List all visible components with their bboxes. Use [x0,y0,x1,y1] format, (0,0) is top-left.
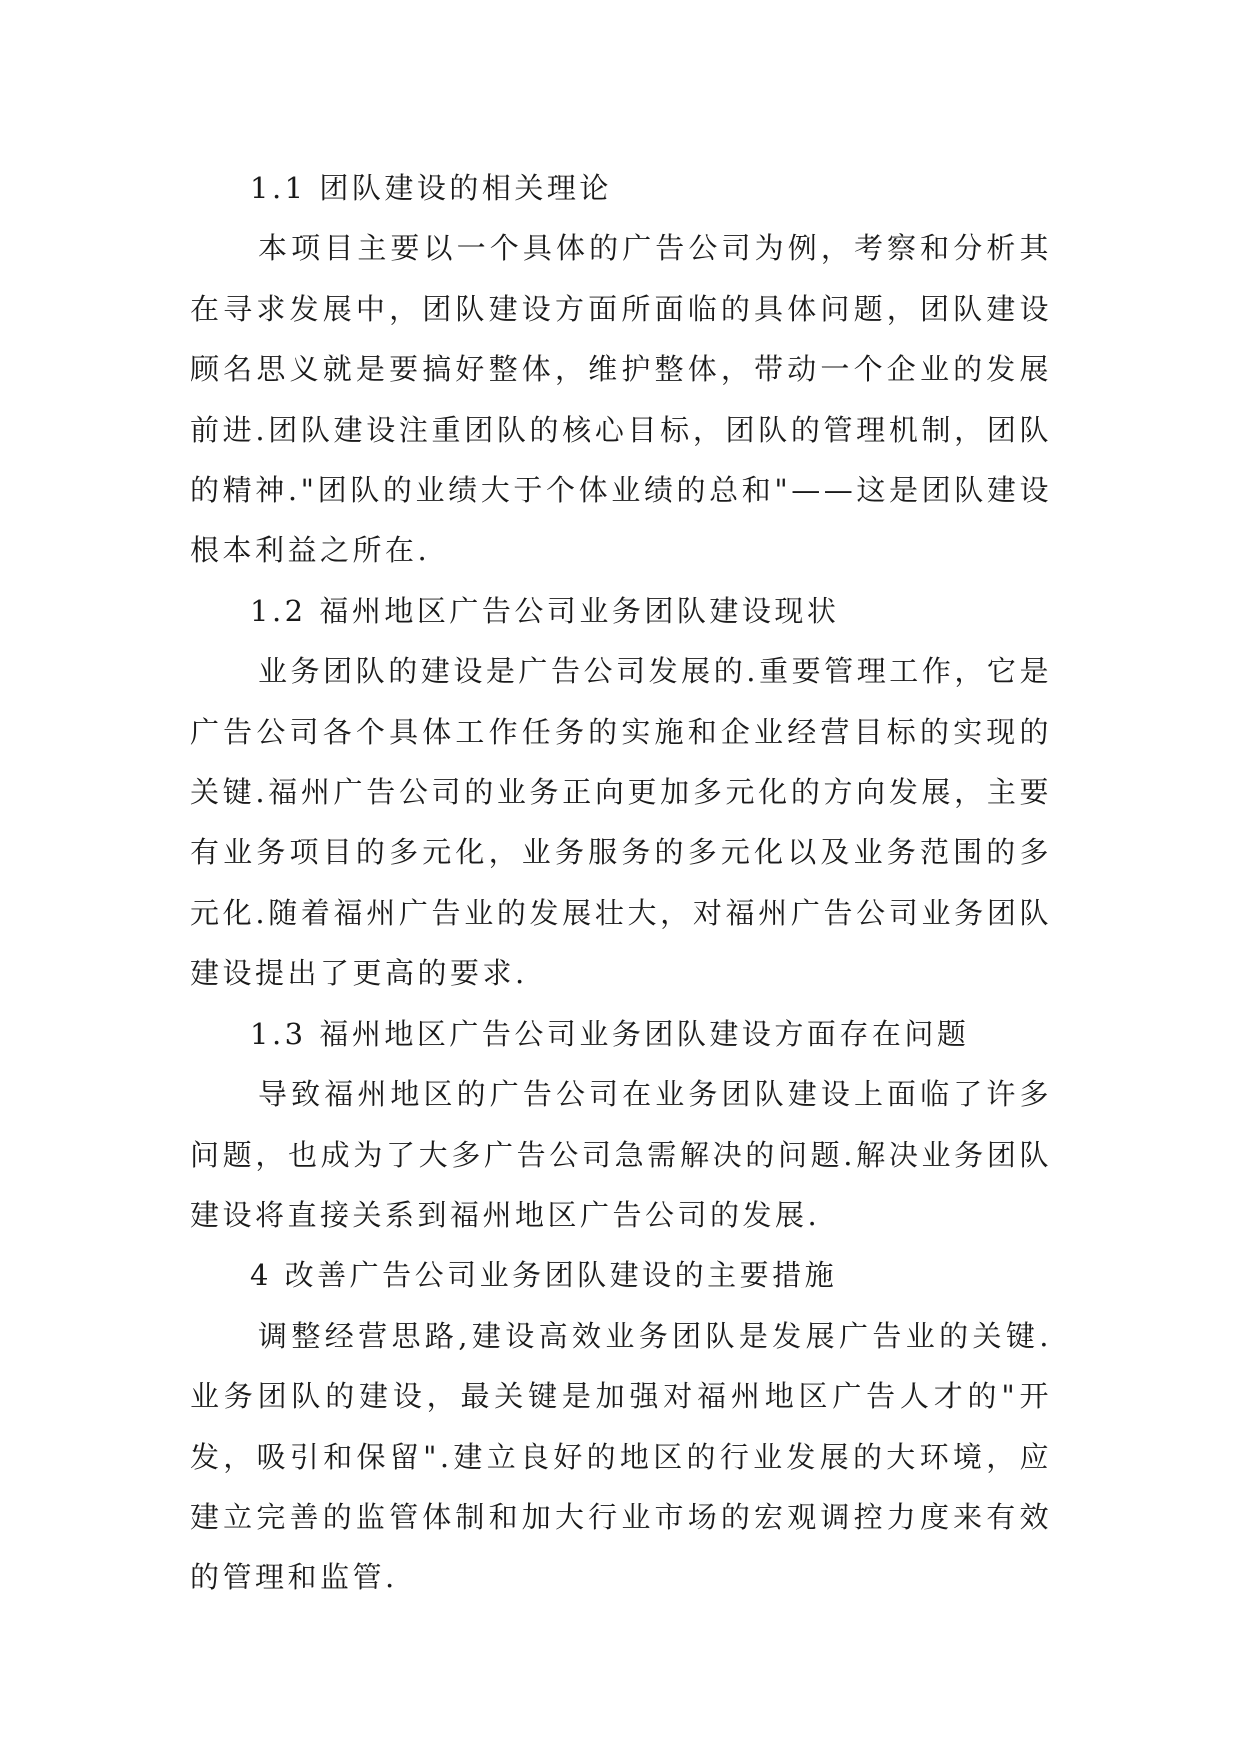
section-heading-1-2: 1.2 福州地区广告公司业务团队建设现状 [250,593,840,628]
section-paragraph-1-1: 本项目主要以一个具体的广告公司为例，考察和分析其在寻求发展中，团队建设方面所面临的具体问题，团队建设顾名思义就是要搞好整体，维护整体，带动一个企业的发展前进.团队建设注重团队的核心目标，团队的管理机制，团队的精神."团队的业绩大于个体业绩的总和"——这是团队建设根本利益之所在. [190,231,1052,568]
document-body [190,158,1052,1608]
section-heading-1-3: 1.3 福州地区广告公司业务团队建设方面存在问题 [250,1016,970,1051]
section-paragraph-4: 调整经营思路,建设高效业务团队是发展广告业的关键.业务团队的建设，最关键是加强对福州地区广告人才的"开发，吸引和保留".建立良好的地区的行业发展的大环境，应建立完善的监管体制和加大行业市场的宏观调控力度来有效的管理和监管. [190,1318,1052,1595]
section-paragraph-1-3: 导致福州地区的广告公司在业务团队建设上面临了许多问题，也成为了大多广告公司急需解决的问题.解决业务团队建设将直接关系到福州地区广告公司的发展. [190,1077,1052,1232]
section-paragraph-1-2: 业务团队的建设是广告公司发展的.重要管理工作，它是广告公司各个具体工作任务的实施和企业经营目标的实现的关键.福州广告公司的业务正向更加多元化的方向发展，主要有业务项目的多元化，业务服务的多元化以及业务范围的多元化.随着福州广告业的发展壮大，对福州广告公司业务团队建设提出了更高的要求. [190,654,1052,991]
section-heading-1-1: 1.1 团队建设的相关理论 [250,171,612,205]
section-heading-4: 4 改善广告公司业务团队建设的主要措施 [250,1258,838,1293]
